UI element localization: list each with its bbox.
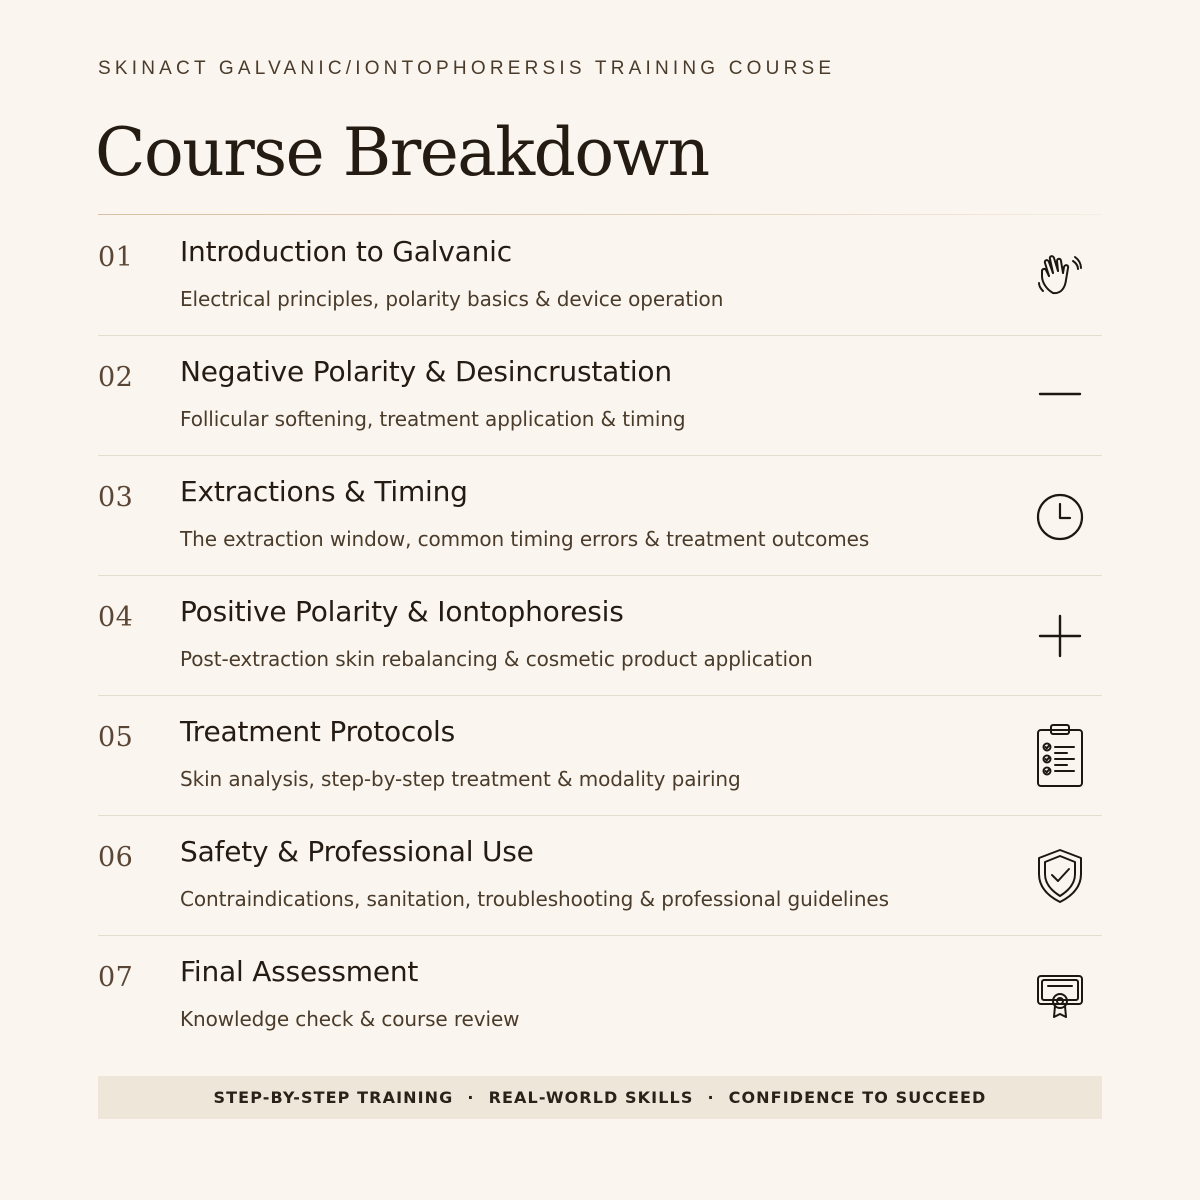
module-item-04 bbox=[98, 576, 1102, 696]
banner-separator: · bbox=[467, 1088, 475, 1107]
module-item-06 bbox=[98, 816, 1102, 936]
waving-hand-icon bbox=[1032, 244, 1088, 308]
module-item-03 bbox=[98, 456, 1102, 576]
module-number: 07 bbox=[98, 962, 134, 993]
module-title: Safety & Professional Use bbox=[180, 835, 534, 868]
course-eyebrow: SKINACT GALVANIC/IONTOPHORERSIS TRAINING COURSE bbox=[98, 58, 836, 79]
clipboard-checklist-icon bbox=[1032, 724, 1088, 788]
shield-check-icon bbox=[1032, 844, 1088, 908]
course-breakdown-page bbox=[95, 0, 1102, 1200]
module-item-05 bbox=[98, 696, 1102, 816]
minus-icon bbox=[1032, 364, 1088, 428]
module-number: 06 bbox=[98, 842, 134, 873]
module-title: Introduction to Galvanic bbox=[180, 235, 512, 268]
module-item-02 bbox=[98, 336, 1102, 456]
module-description: Knowledge check & course review bbox=[180, 1007, 520, 1031]
title-divider bbox=[98, 214, 1102, 215]
banner-item-confidence: CONFIDENCE TO SUCCEED bbox=[728, 1088, 987, 1107]
banner-separator: · bbox=[707, 1088, 715, 1107]
module-number: 04 bbox=[98, 602, 134, 633]
module-title: Positive Polarity & Iontophoresis bbox=[180, 595, 624, 628]
module-item-07 bbox=[98, 936, 1102, 1055]
module-list bbox=[98, 216, 1102, 1055]
module-title: Final Assessment bbox=[180, 955, 419, 988]
module-description: Skin analysis, step-by-step treatment & modality pairing bbox=[180, 767, 741, 791]
page-title: Course Breakdown bbox=[95, 114, 709, 191]
module-description: The extraction window, common timing errors & treatment outcomes bbox=[180, 527, 870, 551]
module-description: Contraindications, sanitation, troubleshooting & professional guidelines bbox=[180, 887, 889, 911]
clock-icon bbox=[1032, 484, 1088, 548]
module-title: Extractions & Timing bbox=[180, 475, 468, 508]
module-description: Follicular softening, treatment application & timing bbox=[180, 407, 686, 431]
plus-icon bbox=[1032, 604, 1088, 668]
banner-item-step-by-step: STEP-BY-STEP TRAINING bbox=[213, 1088, 454, 1107]
banner-item-real-world: REAL-WORLD SKILLS bbox=[488, 1088, 694, 1107]
module-item-01 bbox=[98, 216, 1102, 336]
module-description: Post-extraction skin rebalancing & cosmetic product application bbox=[180, 647, 813, 671]
module-number: 03 bbox=[98, 482, 134, 513]
benefits-banner bbox=[98, 1076, 1102, 1119]
certificate-icon bbox=[1032, 964, 1088, 1028]
module-description: Electrical principles, polarity basics & device operation bbox=[180, 287, 724, 311]
module-title: Treatment Protocols bbox=[180, 715, 455, 748]
module-number: 01 bbox=[98, 242, 134, 273]
module-title: Negative Polarity & Desincrustation bbox=[180, 355, 672, 388]
module-number: 02 bbox=[98, 362, 134, 393]
module-number: 05 bbox=[98, 722, 134, 753]
